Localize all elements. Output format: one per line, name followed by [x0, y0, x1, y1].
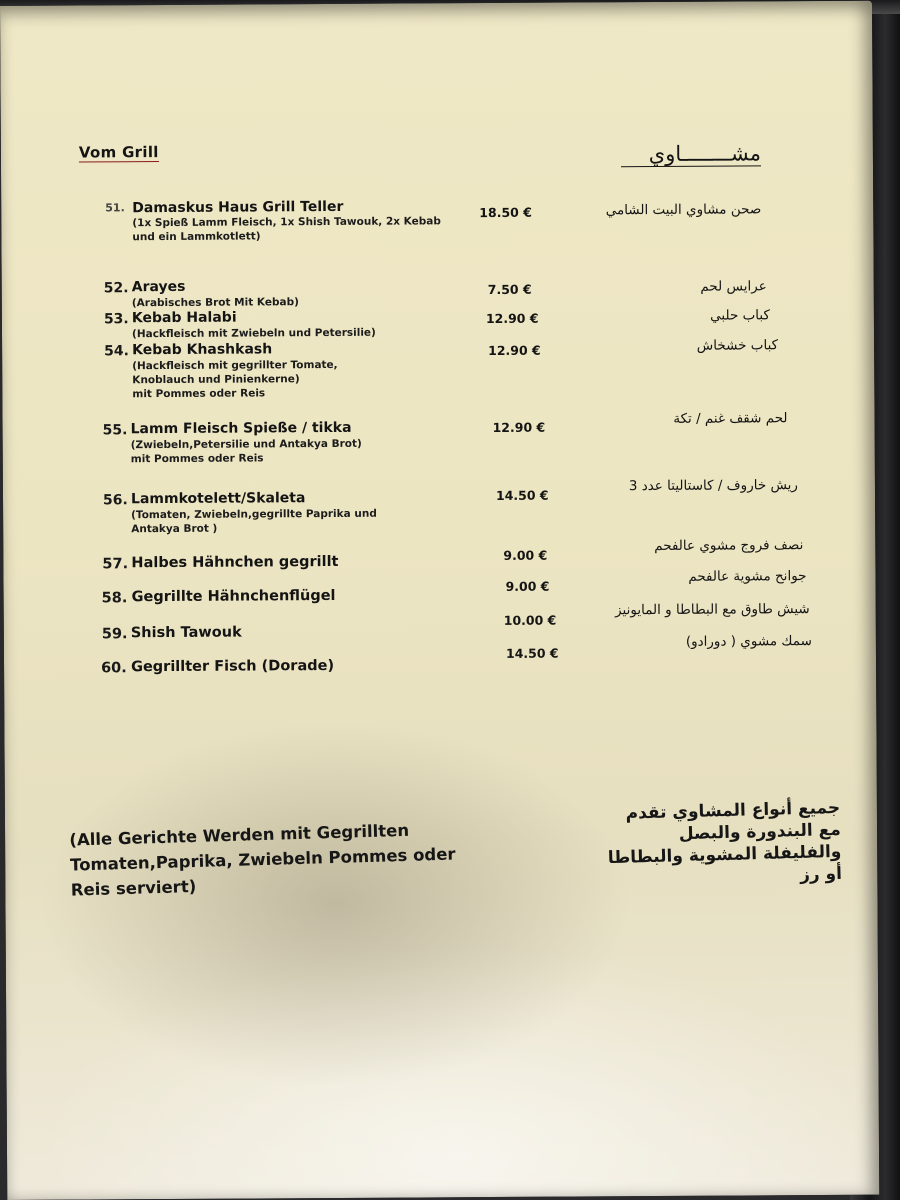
item-description: (Hackfleisch mit Zwiebeln und Petersilie) [131, 326, 376, 341]
item-number: 52. [103, 280, 129, 297]
item-price: 12.90 € [488, 342, 541, 359]
item-name-arabic: جوانح مشوية عالفحم [688, 568, 807, 585]
item-name: Lamm Fleisch Spieße / tikka [130, 419, 352, 438]
section-title: Vom Grill [78, 143, 159, 162]
item-description: (Arabisches Brot Mit Kebab) [131, 296, 299, 310]
item-name-arabic: صحن مشاوي البيت الشامي [605, 201, 762, 219]
item-name: Shish Tawouk [130, 624, 242, 642]
item-description: (Hackfleisch mit gegrillter Tomate, Knoblauch und Pinienkerne) mit Pommes oder Reis [132, 358, 338, 401]
item-name-arabic: كباب خشخاش [696, 337, 779, 354]
item-price: 14.50 € [505, 645, 559, 661]
menu-item [1, 197, 861, 244]
item-number: 57. [102, 556, 129, 573]
item-name: Kebab Halabi [131, 309, 237, 327]
item-description: (Tomaten, Zwiebeln,gegrillte Paprika und Antakya Brot ) [131, 507, 377, 536]
item-price: 18.50 € [479, 204, 532, 221]
item-name: Damaskus Haus Grill Teller [132, 198, 344, 217]
item-name: Gegrillte Hähnchenflügel [131, 587, 336, 606]
item-number: 58. [101, 590, 128, 607]
item-name: Kebab Khashkash [132, 341, 273, 359]
item-number: 53. [103, 311, 129, 328]
item-name: Halbes Hähnchen gegrillt [131, 553, 339, 572]
menu-page [0, 1, 879, 1200]
item-name-arabic: ريش خاروف / كاستاليتا عدد 3 [628, 477, 798, 495]
serving-note: (Alle Gerichte Werden mit Gegrillten Tomaten,Paprika, Zwiebeln Pommes oder Reis serviert) [69, 820, 456, 900]
menu-item [4, 568, 864, 607]
item-name-arabic: نصف فروج مشوي عالفحم [654, 537, 804, 555]
item-name-arabic: لحم شقف غنم / تكة [673, 410, 788, 427]
item-price: 12.90 € [492, 419, 546, 435]
item-price: 9.00 € [503, 547, 548, 563]
item-number: 55. [102, 422, 128, 439]
section-title-arabic: مشــــــــاوي [621, 141, 761, 167]
item-name: Arayes [131, 278, 186, 296]
item-description: (1x Spieß Lamm Fleisch, 1x Shish Tawouk, 2x Kebab und ein Lammkotlett) [132, 215, 441, 244]
item-name: Lammkotelett/Skaleta [130, 490, 306, 508]
item-description: (Zwiebeln,Petersilie und Antakya Brot) mit Pommes oder Reis [130, 437, 362, 466]
item-name-arabic: كباب حلبي [710, 307, 770, 324]
serving-note-arabic: جميع أنواع المشاوي تقدم مع البندورة والبصل والفليفلة المشوية والبطاطا أو رز [607, 797, 843, 885]
item-number: 59. [101, 626, 128, 643]
menu-item [2, 276, 862, 310]
item-price: 14.50 € [495, 487, 549, 503]
item-number: 54. [104, 343, 129, 360]
menu-item [3, 477, 863, 536]
item-name-arabic: شيش طاوق مع البطاطا و المايونيز [615, 601, 810, 619]
menu-item [3, 410, 863, 466]
item-price: 10.00 € [503, 612, 557, 628]
item-price: 9.00 € [505, 578, 550, 594]
item-price: 12.90 € [485, 310, 539, 327]
item-name: Gegrillter Fisch (Dorade) [130, 657, 335, 676]
menu-item [3, 537, 863, 573]
item-name-arabic: عرايس لحم [700, 278, 767, 295]
item-number: 51. [105, 201, 125, 215]
item-number: 56. [102, 492, 128, 509]
item-number: 60. [100, 660, 127, 677]
item-name-arabic: سمك مشوي ( دورادو) [685, 633, 812, 650]
item-price: 7.50 € [487, 281, 532, 298]
